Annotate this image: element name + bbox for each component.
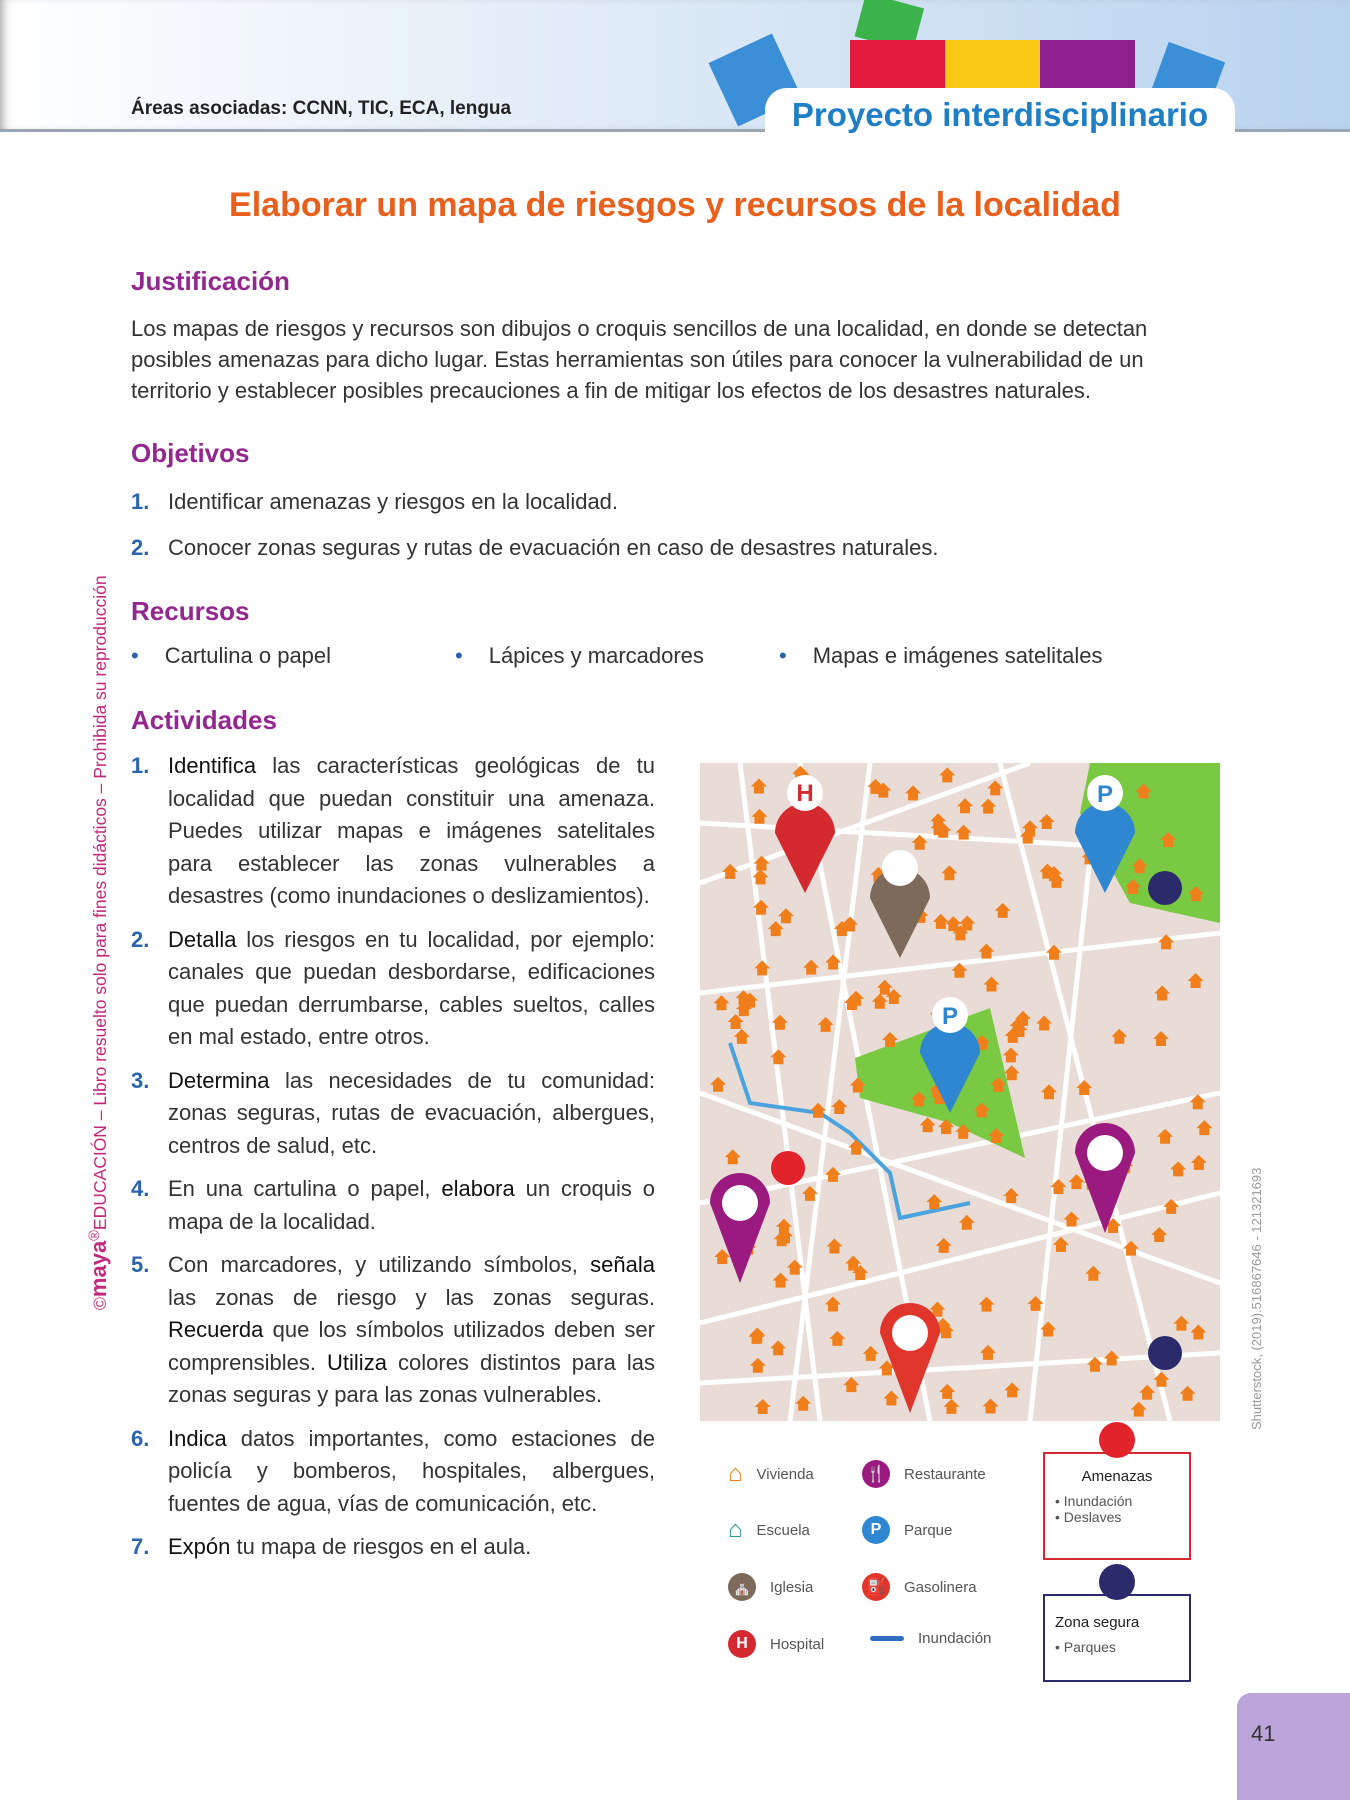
item-text: los riesgos en tu localidad, por ejemplo: canales que puedan desbordarse, edificaciones que puedan derrumbarse, cables sueltos, calles en mal estado, entre otros. — [168, 926, 655, 1049]
item-number: 5. — [131, 1252, 150, 1277]
legend-label: Inundación — [918, 1630, 992, 1647]
associated-areas: Áreas asociadas: CCNN, TIC, ECA, lengua — [131, 98, 512, 119]
header-band — [0, 0, 1350, 132]
legend-hospital — [728, 1630, 824, 1658]
legend-label: Iglesia — [770, 1578, 814, 1596]
legend-vivienda — [728, 1460, 814, 1488]
activity-item — [131, 1249, 655, 1412]
image-credit: Shutterstock, (2019).516867646 - 121321693 — [1249, 1167, 1264, 1430]
box-item: • Parques — [1055, 1639, 1116, 1655]
activities-list — [131, 750, 655, 1575]
legend-iglesia — [728, 1573, 813, 1601]
svg-text:H: H — [796, 780, 814, 807]
copyright-text: EDUCACIÓN – Libro resuelto solo para fines didácticos – Prohibida su reproducción — [90, 575, 110, 1231]
item-text: Conocer zonas seguras y rutas de evacuación en caso de desastres naturales. — [168, 535, 939, 560]
activity-item — [131, 1173, 655, 1238]
item-number: 2. — [131, 926, 150, 952]
copyright-sidebar — [86, 575, 112, 1310]
item-number: 1. — [131, 489, 150, 514]
action-verb: Utiliza — [327, 1349, 387, 1375]
action-verb: Indica — [168, 1425, 227, 1451]
legend-inundacion — [870, 1630, 991, 1647]
restaurant-icon: 🍴 — [862, 1460, 890, 1488]
hospital-icon: H — [728, 1630, 756, 1658]
objective-item — [131, 532, 1221, 563]
registered-symbol: ® — [87, 1230, 104, 1241]
item-text: En una cartulina o papel, — [168, 1176, 442, 1201]
threat-marker — [771, 1151, 805, 1185]
item-text: Identificar amenazas y riesgos en la localidad. — [168, 489, 619, 514]
resource-item: • Cartulina o papel — [131, 643, 332, 668]
item-number: 3. — [131, 1067, 150, 1093]
legend-label: Escuela — [756, 1521, 810, 1539]
legend-label: Hospital — [770, 1635, 825, 1653]
legend-escuela — [728, 1516, 810, 1544]
page-title: Elaborar un mapa de riesgos y recursos de la localidad — [229, 186, 1121, 224]
action-verb: Determina — [168, 1067, 270, 1093]
copyright-symbol: © — [90, 1297, 110, 1310]
resource-item: • Mapas e imágenes satelitales — [779, 643, 1103, 668]
school-icon: ⌂ — [728, 1516, 743, 1543]
svg-text:P: P — [1096, 781, 1114, 808]
legend-label: Parque — [904, 1521, 953, 1539]
item-number: 4. — [131, 1176, 150, 1201]
svg-text:P: P — [941, 1003, 959, 1030]
heading-objetivos: Objetivos — [131, 438, 250, 468]
objetivos-list — [131, 486, 1221, 563]
justificacion-text: Los mapas de riesgos y recursos son dibujos o croquis sencillos de una localidad, en donde se detectan posibles amenazas para dicho lugar. Estas herramientas son útiles para conocer la vulnerabilidad de un territorio y establecer posibles precauciones a fin de mitigar los efectos de los desastres naturales. — [131, 316, 1148, 403]
legend-gasolinera — [862, 1573, 977, 1601]
house-icon: ⌂ — [728, 1460, 743, 1487]
safe-zone-box — [1043, 1594, 1191, 1682]
item-number: 2. — [131, 535, 150, 560]
activity-item — [131, 750, 655, 913]
map-legend — [700, 1440, 1220, 1690]
action-verb: Recuerda — [168, 1317, 264, 1342]
box-item: • Inundación — [1055, 1493, 1133, 1509]
activity-item — [131, 924, 655, 1054]
item-text: un croquis o mapa de la localidad. — [168, 1176, 655, 1234]
item-number: 1. — [131, 753, 150, 778]
resource-item: • Lápices y marcadores — [455, 643, 704, 668]
legend-label: Gasolinera — [904, 1578, 977, 1596]
item-text: las características geológicas de tu localidad que puedan constituir una amenaza. Puedes utilizar mapas e imágenes satelitales para establecer las zonas vulnerables a desastres (como inundaciones o deslizamientos). — [168, 753, 655, 908]
threats-box — [1043, 1452, 1191, 1560]
item-text: datos importantes, como estaciones de policía y bomberos, hospitales, albergues, fuentes de agua, vías de comunicación, etc. — [168, 1425, 655, 1516]
box-title: Amenazas — [1081, 1468, 1153, 1485]
activity-item — [131, 1531, 655, 1564]
safe-zone-marker — [1148, 871, 1182, 905]
item-text: las zonas de riesgo y las zonas seguras. — [168, 1284, 655, 1310]
legend-restaurante — [862, 1460, 986, 1488]
resource-text: Lápices y marcadores — [488, 643, 704, 668]
heading-actividades: Actividades — [131, 705, 277, 735]
parking-icon: P — [862, 1516, 890, 1544]
action-verb: Detalla — [168, 926, 237, 952]
risk-map-illustration — [700, 763, 1220, 1421]
action-verb: elabora — [441, 1176, 515, 1201]
legend-label: Restaurante — [904, 1465, 986, 1483]
box-item: • Deslaves — [1055, 1509, 1122, 1525]
objective-item — [131, 486, 1221, 517]
box-title: Zona segura — [1055, 1614, 1140, 1631]
fuel-icon: ⛽ — [862, 1573, 890, 1601]
flood-line-icon — [870, 1636, 904, 1641]
item-text: Con marcadores, y utilizando símbolos, — [168, 1252, 591, 1277]
item-number: 6. — [131, 1425, 150, 1451]
action-verb: Identifica — [168, 753, 257, 778]
item-text: que los símbolos utilizados deben ser comprensibles. — [168, 1317, 655, 1375]
activity-item — [131, 1065, 655, 1163]
item-text: tu mapa de riesgos en el aula. — [230, 1534, 532, 1559]
brand-logo: maya — [86, 1240, 111, 1298]
page-number: 41 — [1237, 1693, 1350, 1800]
action-verb: señala — [590, 1252, 655, 1277]
legend-parque — [862, 1516, 952, 1544]
legend-label: Vivienda — [756, 1465, 814, 1483]
heading-justificacion: Justificación — [131, 266, 290, 296]
item-text: colores distintos para las zonas seguras y para las zonas vulnerables. — [168, 1349, 655, 1407]
church-icon: ⛪ — [728, 1573, 756, 1601]
activity-item — [131, 1423, 655, 1521]
project-label: Proyecto interdisciplinario — [765, 88, 1235, 144]
item-text: las necesidades de tu comunidad: zonas seguras, rutas de evacuación, albergues, centros de salud, etc. — [168, 1067, 655, 1158]
safe-zone-marker — [1148, 1336, 1182, 1370]
action-verb: Expón — [168, 1534, 231, 1559]
resource-text: Cartulina o papel — [164, 643, 332, 668]
item-number: 7. — [131, 1534, 150, 1559]
resource-text: Mapas e imágenes satelitales — [812, 643, 1103, 668]
heading-recursos: Recursos — [131, 596, 250, 626]
